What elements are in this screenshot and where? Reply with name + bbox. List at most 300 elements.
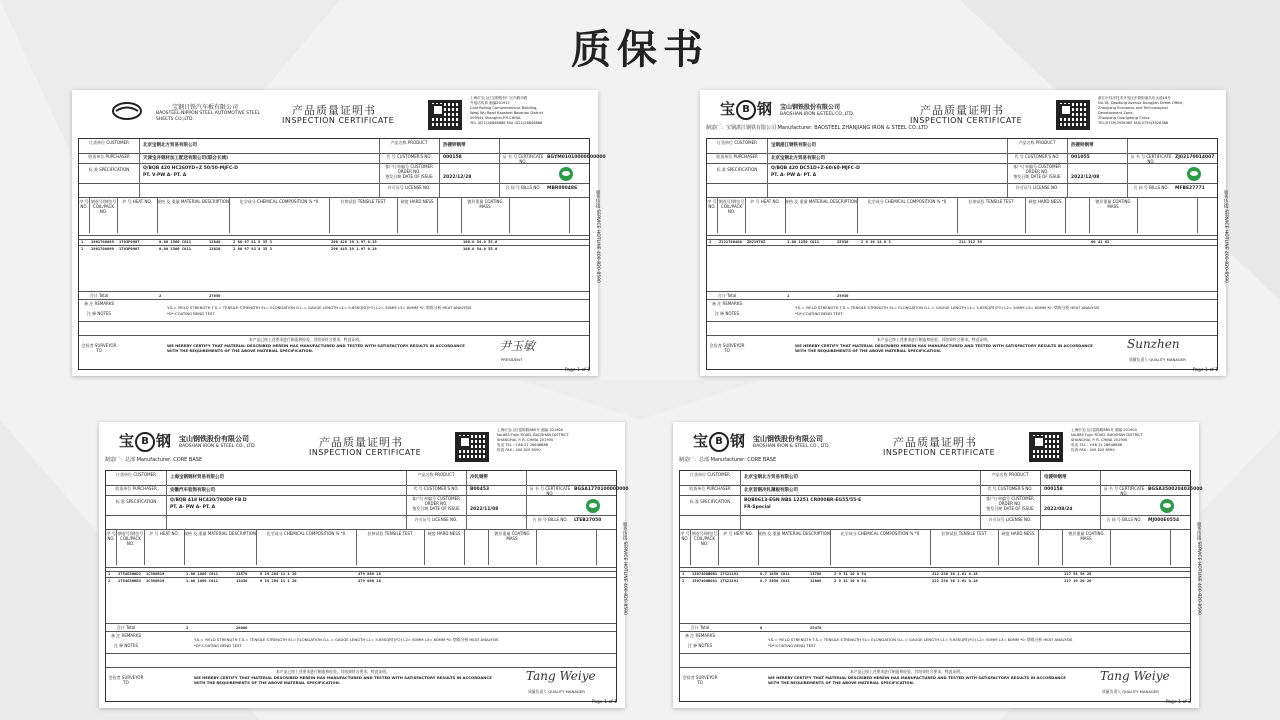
page-number: Page 1 of 2 [1165,700,1191,705]
baosteel-logo-icon: 宝 B 钢 [720,100,773,118]
column-divider [439,139,440,197]
qr-code-icon [428,100,462,130]
field-label: 收货单位 PURCHASER [88,154,130,159]
cell-mech: 296 428 39 1.97 0.19 [331,239,377,244]
cell-chem: 0 19 204 11 1 20 [260,578,297,583]
field-label: 收货单位 PURCHASER [689,486,731,491]
cell-mech: 212 230 38 1.61 0.18 [932,571,978,576]
cell-wt: 13840 [209,239,221,244]
company-name-en: BAOSTEEL-NIPPON STEEL AUTOMOTIVE STEEL SHEETS CO.,LTD. [156,111,260,122]
column-divider [139,139,140,197]
row-divider [680,567,1190,568]
row-divider [707,183,1217,184]
column-divider [857,197,858,233]
qr-code-icon [1056,100,1090,130]
field-label: 合 同 号 BILLS NO. [1133,185,1169,190]
column-divider [740,471,741,529]
column-divider [461,197,462,233]
total-quantity: 2 [186,625,189,630]
field-label: 订货单位 CUSTOMER [89,140,129,145]
cell-idx: 2 [682,578,685,583]
field-label: 合 同 号 BILLS NO. [1106,517,1142,522]
field-label: 证 书 号 CERTIFICATE NO. [1103,486,1145,496]
company-name-en: BAOSHAN IRON &STEEL CO.,LTD. [780,112,855,117]
row-divider [707,291,1217,292]
address-line: Cold Rolling Comprehensive Building, [470,106,538,110]
address-line: 外电话传真 邮编201911 [470,101,511,105]
specification-value: Q/BQB 420 DC51D+Z-60/60-MJFC-D [771,166,860,171]
cell-mech: 479 860 18 [358,578,381,583]
row-divider [106,529,616,530]
row-divider [79,299,589,300]
cell-wt: 25930 [837,239,849,244]
document-title-en: INSPECTION CERTIFICATE [910,116,1023,125]
column-divider [229,197,230,233]
cell-mech: 479 860 18 [358,571,381,576]
field-label: 序 号 NO. [106,531,116,541]
column-divider [464,529,465,565]
field-label: 钢卷号/钢包号 COIL/PACK NO. [691,531,718,546]
field-label: 标 准 SPECIFICATION [716,167,758,172]
certificate-no-value: BGYM01010000000000 [547,155,606,160]
address-line: Zhanjiang Guangdong China [1098,116,1150,120]
qr-code-icon [1029,432,1063,462]
field-label: 合计 Total [89,293,109,298]
certificate-header [673,422,1199,468]
baosteel-logo-icon: 宝 B 钢 [693,432,746,450]
address-line: TEL (021)26648888 FAX (021)26648888 [470,121,543,125]
certificate-header [99,422,625,468]
field-label: 化学成分 CHEMICAL COMPOSITION % *0 [266,531,346,536]
field-label: 会验者 SURVEYOR TO [682,675,718,685]
row-divider [707,235,1217,236]
cell-dims: 1.00 1250 C011 [787,239,820,244]
field-label: 硬度 HARD NESS [1001,531,1035,536]
stamp-statement-cn: 本产品已按上述要求进行制造和检验，其结果符合要求，特此证明。 [850,669,964,674]
signatory-title: 质量负责人 QUALITY MANAGER [1129,357,1186,362]
notes-text-2: *D*:COATING BEND TEST [194,643,242,648]
field-label: 证 书 号 CERTIFICATE NO. [529,486,571,496]
stamp-statement-cn: 本产品已按上述要求进行制造和检验，其结果符合要求，特此证明。 [249,337,363,342]
field-label: 合 同 号 BILLS NO. [532,517,568,522]
field-label: 许可证号 LICENSE NO. [414,517,458,522]
field-label: 收货单位 PURCHASER [716,154,758,159]
column-divider [526,471,527,529]
cell-coil: 1T54G3H0D3 [118,578,141,583]
cell-heat: ZH21976Z [747,239,766,244]
field-label: 化学成分 CHEMICAL COMPOSITION % *0 [239,199,319,204]
field-label: 镀层重量 COATING MASS [1095,199,1131,209]
column-divider [569,197,570,233]
address-line: West Wu Road Baosteel Baoshan District [470,111,544,115]
field-label: 许可证号 LICENSE NO. [387,185,431,190]
company-name-cn: 宝山钢铁股份有限公司 [753,435,823,443]
company-name-cn: 宝山钢铁股份有限公司 [179,435,249,443]
column-divider [1170,529,1171,565]
cell-heat: 1TS21191 [720,578,739,583]
cell-coil: 1961700099 [91,246,114,251]
address-line: 电话 TEL : +86 21 26648888 [1071,443,1123,447]
total-weight: 25470 [810,625,822,630]
row-divider [680,667,1190,668]
specification-value: BQB0613-EGN NBS 12251 CR000BR-EG55/55-E [744,498,862,503]
row-divider [707,299,1217,300]
notes-text-2: *D*:COATING BEND TEST [768,643,816,648]
column-divider [830,529,831,565]
specification-value: Q/BQB 420 HC260YD+Z 50/50-MJFC-D [143,166,239,171]
document-title-en: INSPECTION CERTIFICATE [883,448,996,457]
field-label: 签发日期 DATE OF ISSUE [385,174,433,179]
cell-coil: Z221700460 [719,239,742,244]
field-label: 代 号 CUSTOMER'S NO. [1014,154,1060,159]
customer-no-value: 000158 [1044,487,1063,492]
field-label: 拉伸试验 TENSILE TEST [941,531,987,536]
document-title-cn: 产品质量证明书 [920,104,1004,117]
manufacturer: 制造厂：宝钢湛江钢铁有限公司 Manufacturer: BAOSTEEL ZHANJIANG IRON & STEEL CO.,LTD [706,125,928,131]
cell-coat: 117 58 58 20 [1064,571,1092,576]
cell-coat: 60 41 62 [1091,239,1110,244]
cell-mech: 296 445 39 1.97 0.19 [331,246,377,251]
company-address [497,428,621,453]
column-divider [1040,471,1041,529]
customer-value: 北京宝钢北方贸易有限公司 [744,475,798,480]
address-line: SHANGHAI, P. R. CHINA 201900 [1071,438,1128,442]
field-label: 规格 及 重量 MATERIAL DESCRIPTION [157,199,229,204]
address-line: 传真 FAX : 400 820 8590 [497,448,541,452]
document-title-cn: 产品质量证明书 [292,104,376,117]
column-divider [536,529,537,565]
notes-text-2: *D*:COATING BEND TEST [167,311,215,316]
manufacturer: 制造厂：总部 Manufacturer: CORE BASE [679,457,777,463]
field-label: 钢卷号/钢包号 COIL/PACK NO. [90,199,117,214]
service-hotline: 服务热线 SERVICE HOTLINE 400-820-8590 [1223,190,1228,283]
product-value: 冷轧钢带 [470,475,488,480]
page-number: Page 1 of 1 [1192,368,1218,373]
field-label: 钢卷号/钢包号 COIL/PACK NO. [117,531,144,546]
field-label: 化学成分 CHEMICAL COMPOSITION % *0 [840,531,920,536]
cell-heat: 1C580R19 [146,578,165,583]
specification-value: Q/BQB 418 HC420/780DP FB D [170,498,247,503]
field-label: 拉伸试验 TENSILE TEST [968,199,1014,204]
address-line: 上海市宝山区宝钢股份厂区内路市路 [470,96,528,100]
field-label: 注 释 NOTES [687,643,713,648]
page-number: Page 1 of 1 [564,368,590,373]
inspection-certificate [700,90,1226,376]
cell-coil: 1T54G3H0D3 [118,571,141,576]
signature: 尹玉敏 [499,339,536,353]
certification-seal-icon [1187,167,1201,181]
signature: Tang Weiye [1100,669,1170,683]
field-label: 化学成分 CHEMICAL COMPOSITION % *0 [867,199,947,204]
address-line: TEL(0759)3926365 FAX(0759)3926366 [1098,121,1169,125]
cell-coat: 106.0 54.0 55.0 [463,239,498,244]
column-divider [488,529,489,565]
customer-no-value: 001055 [1071,155,1090,160]
address-line: Development Zone, [1098,111,1134,115]
stamp-statement-cn: 本产品已按上述要求进行制造和检验，其结果符合要求，特此证明。 [877,337,991,342]
field-label: 合计 Total [690,625,710,630]
certification-statement: WE HEREBY CERTIFY THAT MATERIAL DESCRIBED HEREIN HAS MANUFACTURED AND TESTED WITH SATISFACTORY RESULTS IN ACCORDANCE WITH THE REQUIREMENTS OF THE ABOVE MATERIAL SPECIFICATION. [768,675,1066,685]
field-label: 会验者 SURVEYOR TO [709,343,745,353]
product-value: 电镀锌钢带 [1044,475,1067,480]
field-label: 代 号 CUSTOMER'S NO. [413,486,459,491]
row-divider [680,515,1190,516]
row-divider [106,667,616,668]
purchaser-value: 北京首钢冷轧薄板有限公司 [744,488,798,493]
product-value: 热镀锌钢带 [443,143,466,148]
cell-coat: 117 19 20 20 [1064,578,1092,583]
cell-idx: 2 [81,246,84,251]
field-label: 镀层重量 COATING MASS [494,531,530,541]
nippon-steel-logo-icon [112,102,142,120]
certification-statement: WE HEREBY CERTIFY THAT MATERIAL DESCRIBED HEREIN HAS MANUFACTURED AND TESTED WITH SATISFACTORY RESULTS IN ACCORDANCE WITH THE REQUIREMENTS OF THE ABOVE MATERIAL SPECIFICATION. [167,343,465,353]
row-divider [79,335,589,336]
cell-coil: 1507400B081 [692,578,718,583]
field-label: 炉 号 HEAT NO. [149,531,179,536]
cell-dims: 1.00 1080 C011 [186,578,219,583]
field-label: 拉伸试验 TENSILE TEST [340,199,386,204]
field-label: 客户订单编号 CUSTOMER ORDER NO. [986,496,1034,506]
field-label: 客户订单编号 CUSTOMER ORDER NO. [385,164,433,174]
cell-wt: 13810 [209,246,221,251]
customer-no-value: B00453 [470,487,490,492]
row-divider [106,653,616,654]
field-label: 会验者 SURVEYOR TO [81,343,117,353]
field-label: 序 号 NO. [707,199,717,209]
cell-dims: 0.7 2050 C011 [760,578,790,583]
row-divider [106,631,616,632]
certificate-no-value: ZJ02170014007 [1175,155,1215,160]
field-label: 镀层重量 COATING MASS [1068,531,1104,541]
page-number: Page 1 of 1 [591,700,617,705]
column-divider [998,529,999,565]
column-divider [437,197,438,233]
certification-seal-icon [559,167,573,181]
cell-idx: 1 [682,571,685,576]
field-label: 序 号 NO. [680,531,690,541]
column-divider [466,471,467,529]
field-label: 产品名称 PRODUCT [1018,140,1056,145]
field-label: 合计 Total [116,625,136,630]
address-line: No.885 Fujin ROAD, BAOSHAN DISTRICT [1071,433,1143,437]
bill-no-value: MJ000E0554 [1148,518,1180,523]
cell-dims: 0.80 1560 C011 [159,239,192,244]
cell-wt: 13780 [810,571,822,576]
field-label: 产品名称 PRODUCT [390,140,428,145]
field-label: 产品名称 PRODUCT [417,472,455,477]
purchaser-value: 安徽汽车装饰有限公司 [170,488,215,493]
purchaser-value: 北京宝钢北方贸易有限公司 [771,156,825,161]
company-address [1071,428,1195,453]
product-value: 热镀锌钢带 [1071,143,1094,148]
address-line: 上海市宝山区富锦路885号 邮编 201900 [1071,428,1137,432]
customer-value: 北京宝钢北方贸易有限公司 [143,143,197,148]
cell-dims: 0.80 1560 C011 [159,246,192,251]
document-title-cn: 产品质量证明书 [893,436,977,449]
document-title-en: INSPECTION CERTIFICATE [282,116,395,125]
customer-value: 上海宝钢钢材贸易有限公司 [170,475,224,480]
certificate-header [72,90,598,136]
cell-idx: 1 [709,239,712,244]
field-label: 订货单位 CUSTOMER [717,140,757,145]
field-label: 合计 Total [717,293,737,298]
column-divider [1110,529,1111,565]
field-label: 会验者 SURVEYOR TO [108,675,144,685]
cell-coil: 1507400B0B1 [692,571,718,576]
field-label: 代 号 CUSTOMER'S NO. [386,154,432,159]
cell-heat: 1T03P0907 [119,246,140,251]
purchaser-value: 天津宝井钢材加工配送有限公司(联合长城) [143,156,229,161]
address-line: No.18, Daodong Avenue Dongjian Street Office, [1098,101,1184,105]
signatory-title: 质量负责人 QUALITY MANAGER [1102,689,1159,694]
column-divider [1127,139,1128,197]
row-divider [707,245,1217,246]
cell-dims: 1.00 1080 C011 [186,571,219,576]
field-label: 订货单位 CUSTOMER [116,472,156,477]
certificate-no-value: BGSA1770100000000 [574,487,629,492]
page-title: 质保书 [571,26,709,73]
field-label: 硬度 HARD NESS [1028,199,1062,204]
cell-chem: 2 9 31 10 0 54 [834,571,867,576]
cell-idx: 1 [81,239,84,244]
field-label: 客户订单编号 CUSTOMER ORDER NO. [412,496,460,506]
field-label: 订货单位 CUSTOMER [690,472,730,477]
column-divider [596,529,597,565]
baosteel-logo-icon: 宝 B 钢 [119,432,172,450]
company-name-cn: 宝钢日铁汽车板有限公司 [172,104,239,111]
cell-coat: 106.0 54.0 55.0 [463,246,498,251]
total-quantity: 1 [787,293,790,298]
company-name-en: BAOSHAN IRON & STEEL CO., LTD. [179,444,257,449]
notes-text: Y.S.= YIELD STRENGTH T.S.= TENSILE STRENGTH EL= ELONGATION G.L.= GAUGE LENGTH L1= 5.65SQRT(FO) L2= 50MM L3= 80MM *0: 熔炼分析 HEAT ANALYSIS [768,637,1073,642]
column-divider [930,529,931,565]
column-divider [397,197,398,233]
certification-statement: WE HEREBY CERTIFY THAT MATERIAL DESCRIBED HEREIN HAS MANUFACTURED AND TESTED WITH SATISFACTORY RESULTS IN ACCORDANCE WITH THE REQUIREMENTS OF THE ABOVE MATERIAL SPECIFICATION. [194,675,492,685]
cell-chem: 2 0 19 14 0 3 [861,239,891,244]
service-hotline: 服务热线 SERVICE HOTLINE 400-820-8590 [1196,522,1201,615]
service-hotline: 服务热线 SERVICE HOTLINE 400-820-8590 [595,190,600,283]
cell-chem: 2 9 31 10 0 54 [834,578,867,583]
field-label: 产品名称 PRODUCT [991,472,1029,477]
row-divider [680,653,1190,654]
customer-no-value: 000158 [443,155,462,160]
notes-text: Y.S.= YIELD STRENGTH T.S.= TENSILE STRENGTH EL= ELONGATION G.L.= GAUGE LENGTH L1= 5.65SQRT(FO) L2= 50MM L3= 80MM *0: 熔炼分析 HEAT ANALYSIS [194,637,499,642]
row-divider [680,623,1190,624]
cell-idx: 1 [108,571,111,576]
field-label: 标 准 SPECIFICATION [689,499,731,504]
row-divider [79,183,589,184]
cell-dims: 0.7 1850 C011 [760,571,790,576]
customer-value: 宝钢湛江钢铁有限公司 [771,143,816,148]
field-label: 炉 号 HEAT NO. [122,199,152,204]
total-weight: 25930 [837,293,849,298]
cell-wt: 13570 [236,571,248,576]
row-divider [106,515,616,516]
field-label: 签发日期 DATE OF ISSUE [412,506,460,511]
company-address [1098,96,1222,126]
field-label: 收货单位 PURCHASER [115,486,157,491]
field-label: 炉 号 HEAT NO. [723,531,753,536]
bill-no-value: MFBE27771 [1175,186,1205,191]
field-label: 许可证号 LICENSE NO. [988,517,1032,522]
row-divider [707,321,1217,322]
field-label: 备 注 REMARKS [685,633,715,638]
address-line: Zhanjiang Economic and Technological [1098,106,1168,110]
field-label: 规格 及 重量 MATERIAL DESCRIPTION [758,531,830,536]
cell-chem: 0 19 204 11 1 20 [260,571,297,576]
field-label: 备 注 REMARKS [111,633,141,638]
cell-coil: 1961700089 [91,239,114,244]
issue-date-value: 2022/08/24 [1044,507,1073,512]
certificate-header [700,90,1226,136]
cell-heat: 1T03P0907 [119,239,140,244]
row-divider [680,631,1190,632]
field-label: 拉伸试验 TENSILE TEST [367,531,413,536]
field-label: 标 准 SPECIFICATION [88,167,130,172]
company-address [470,96,594,126]
address-line: 200941 Shanghai,P.R.CHINA [470,116,521,120]
notes-text-2: *D*:COATING BEND TEST [795,311,843,316]
field-label: 标 准 SPECIFICATION [115,499,157,504]
column-divider [499,139,500,197]
cell-wt: 13430 [236,578,248,583]
bill-no-value: MBR000486 [547,186,578,191]
column-divider [1089,197,1090,233]
total-quantity: 0 [760,625,763,630]
column-divider [1065,197,1066,233]
field-label: 客户订单编号 CUSTOMER ORDER NO. [1013,164,1061,174]
column-divider [166,471,167,529]
specification-value-2: PT. V-PW A- PT. A [143,173,187,178]
address-line: SHANGHAI, P. R. CHINA 201900 [497,438,554,442]
row-divider [106,567,616,568]
field-label: 硬度 HARD NESS [400,199,434,204]
column-divider [356,529,357,565]
certificate-no-value: BGSA3500204035000 [1148,487,1203,492]
signature: Sunzhen [1127,337,1180,351]
certificate-table [706,138,1218,370]
row-divider [79,321,589,322]
total-weight: 26000 [236,625,248,630]
column-divider [1197,197,1198,233]
field-label: 注 释 NOTES [113,643,139,648]
field-label: 代 号 CUSTOMER'S NO. [987,486,1033,491]
certification-seal-icon [586,499,600,513]
row-divider [707,335,1217,336]
address-line: 湛江市经济技术开发区东简街道岛东大道18号 [1098,96,1171,100]
cell-wt: 11800 [810,578,822,583]
cell-mech: 211 312 39 [959,239,982,244]
notes-text: Y.S.= YIELD STRENGTH T.S.= TENSILE STRENGTH EL= ELONGATION G.L.= GAUGE LENGTH L1= 5.65SQRT(FO) L2= 50MM L3= 80MM *0: 熔炼分析 HEAT ANALYSIS [167,305,472,310]
field-label: 规格 及 重量 MATERIAL DESCRIPTION [184,531,256,536]
signatory-title: PRESIDENT [501,357,523,362]
row-divider [680,529,1190,530]
qr-code-icon [455,432,489,462]
cell-chem: 2 80 97 81 8 35 3 [233,239,272,244]
column-divider [424,529,425,565]
column-divider [1067,139,1068,197]
field-label: 签发日期 DATE OF ISSUE [1013,174,1061,179]
cell-heat: 1TS21191 [720,571,739,576]
field-label: 证 书 号 CERTIFICATE NO. [1130,154,1172,164]
field-label: 规格 及 重量 MATERIAL DESCRIPTION [785,199,857,204]
field-label: 证 书 号 CERTIFICATE NO. [502,154,544,164]
cell-heat: 1C580R19 [146,571,165,576]
document-title-cn: 产品质量证明书 [319,436,403,449]
field-label: 镀层重量 COATING MASS [467,199,503,209]
address-line: No.885 Fujin ROAD, BAOSHAN DISTRICT [497,433,569,437]
row-divider [707,197,1217,198]
